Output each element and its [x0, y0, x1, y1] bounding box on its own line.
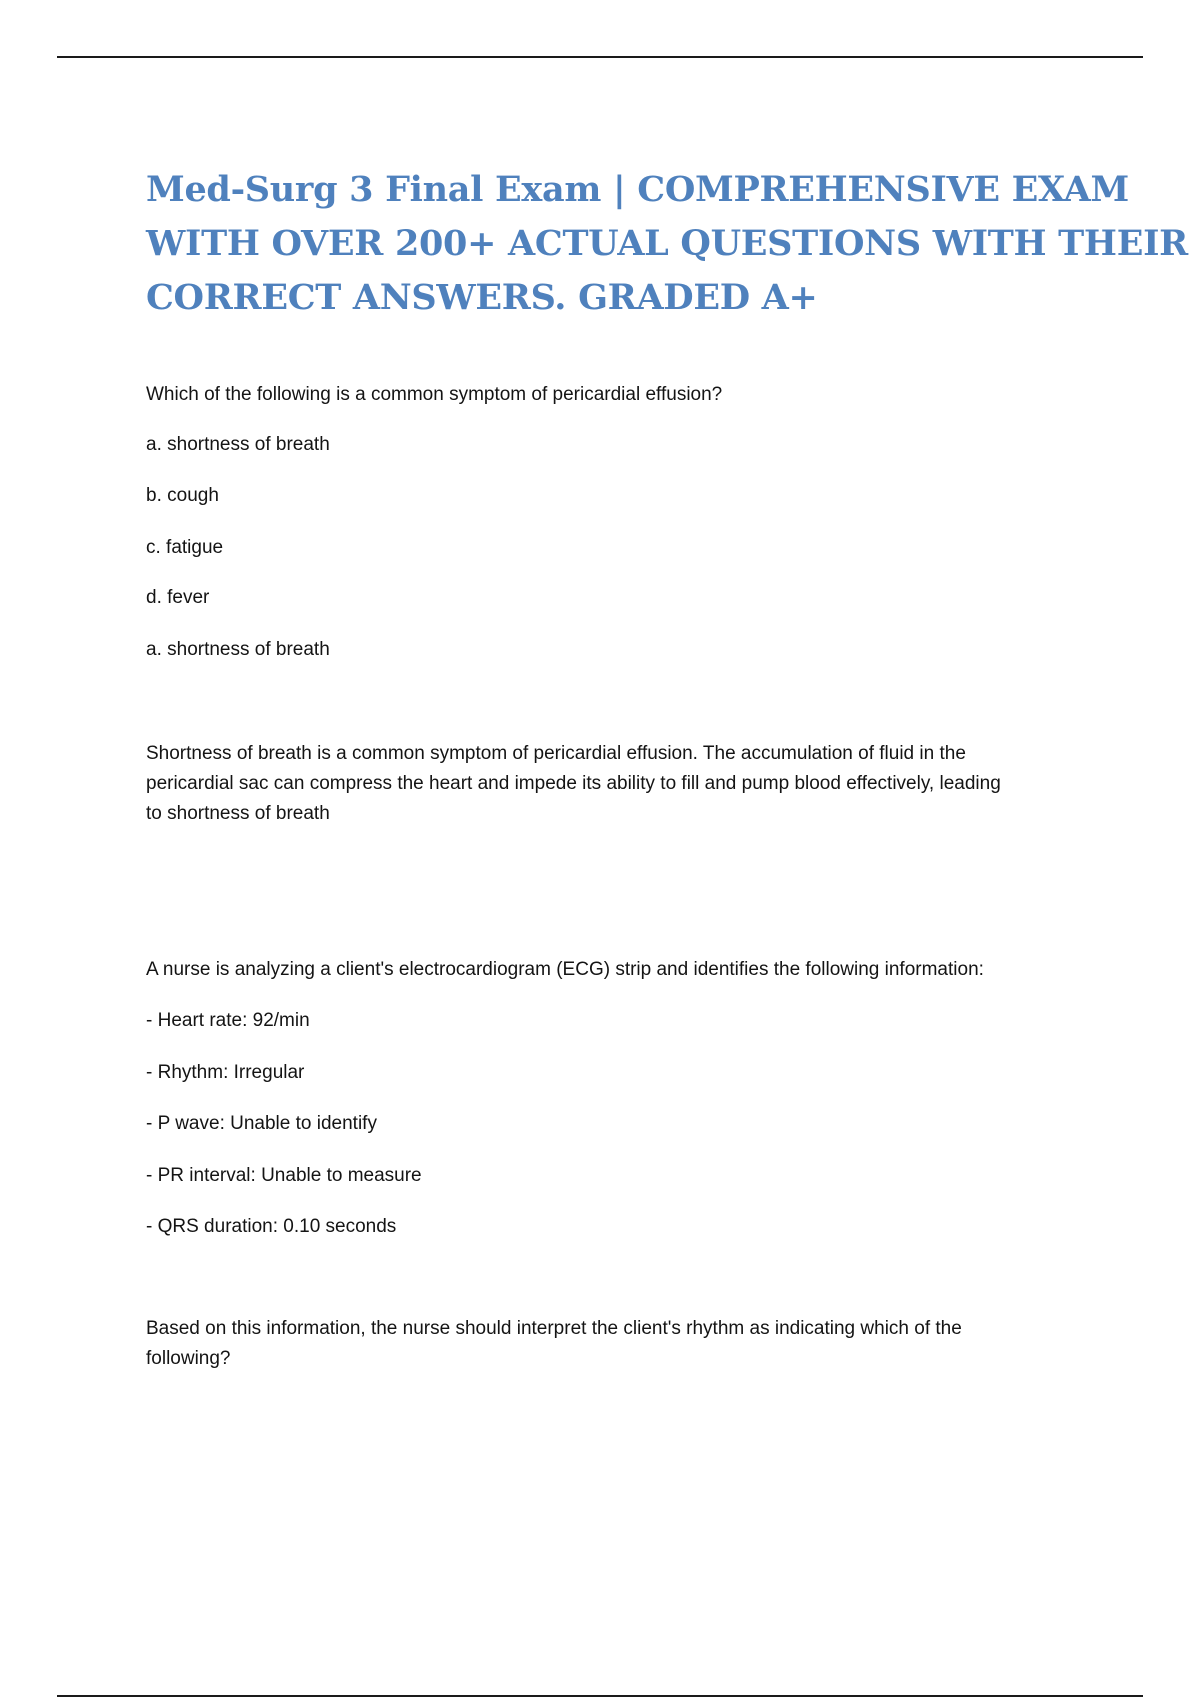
title-line: CORRECT ANSWERS. GRADED A+	[146, 277, 818, 318]
question-1-option-b: b. cough	[146, 485, 219, 506]
rationale-line: Shortness of breath is a common symptom of pericardial effusion. The accumulation of fluid in the	[146, 743, 966, 764]
header-rule	[57, 56, 1143, 58]
question-1-option-c: c. fatigue	[146, 537, 224, 558]
question-2-finding: - PR interval: Unable to measure	[146, 1165, 422, 1186]
title-line: WITH OVER 200+ ACTUAL QUESTIONS WITH THEIR	[146, 223, 1188, 264]
question-1-prompt: Which of the following is a common symptom of pericardial effusion?	[146, 384, 723, 405]
question-1-answer: a. shortness of breath	[146, 639, 330, 660]
question-2-finding: - QRS duration: 0.10 seconds	[146, 1216, 397, 1237]
document-title	[146, 163, 1188, 325]
question-2-prompt	[146, 1314, 962, 1374]
prompt-line: Based on this information, the nurse should interpret the client's rhythm as indicating which of the	[146, 1318, 962, 1339]
question-1-option-a: a. shortness of breath	[146, 434, 330, 455]
footer-rule	[57, 1695, 1143, 1697]
question-2-intro: A nurse is analyzing a client's electrocardiogram (ECG) strip and identifies the following information:	[146, 959, 984, 980]
rationale-line: to shortness of breath	[146, 803, 330, 824]
question-1-option-d: d. fever	[146, 587, 210, 608]
rationale-line: pericardial sac can compress the heart and impede its ability to fill and pump blood effectively, leading	[146, 773, 1001, 794]
question-1-rationale	[146, 739, 1001, 829]
question-2-finding: - Rhythm: Irregular	[146, 1062, 305, 1083]
question-2-finding: - Heart rate: 92/min	[146, 1010, 310, 1031]
question-2-finding: - P wave: Unable to identify	[146, 1113, 377, 1134]
title-line: Med-Surg 3 Final Exam | COMPREHENSIVE EXAM	[146, 169, 1129, 210]
prompt-line: following?	[146, 1348, 231, 1369]
